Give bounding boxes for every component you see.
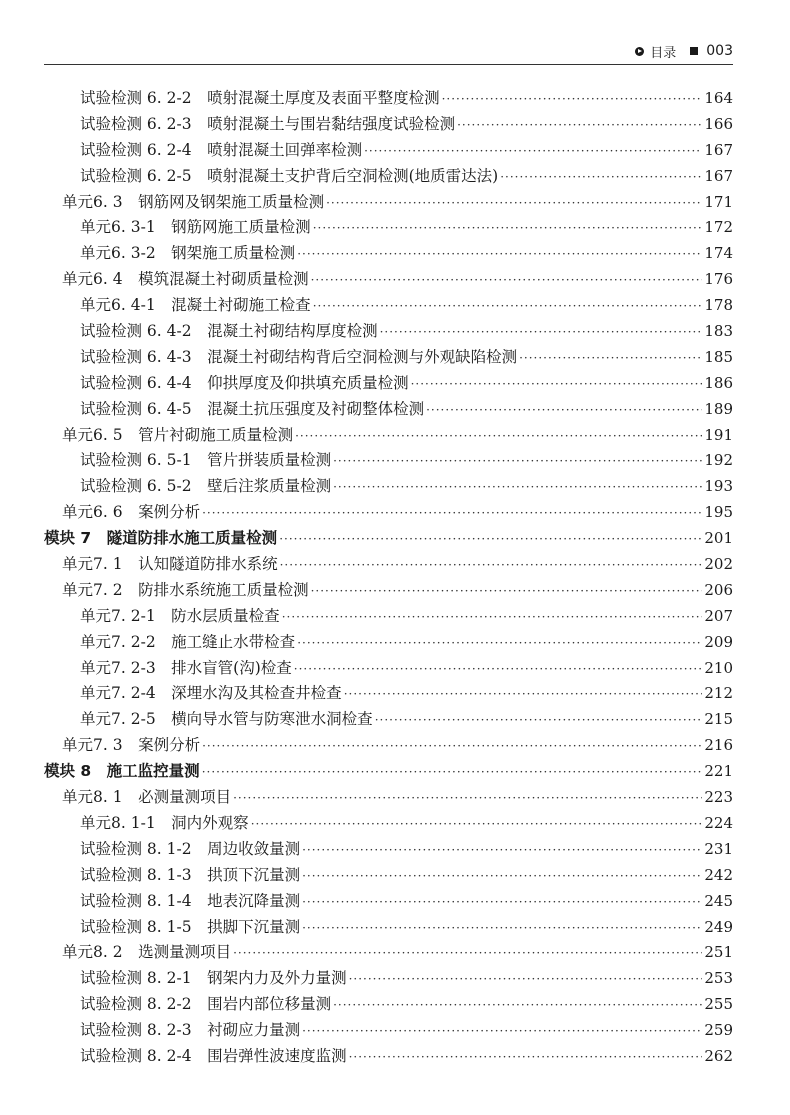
toc-unit-entry[interactable]	[44, 500, 733, 526]
toc-entry-page: 186	[704, 373, 733, 392]
toc-subunit-entry[interactable]	[44, 474, 733, 500]
toc-entry-page: 215	[704, 710, 733, 729]
toc-entry-page: 262	[704, 1046, 733, 1065]
toc-unit-entry[interactable]	[44, 552, 733, 578]
toc-entry-page: 231	[704, 839, 733, 858]
toc-entry-label: 试验检测 8. 1-4 地表沉降量测	[80, 891, 301, 910]
play-circle-icon	[635, 47, 644, 56]
toc-subunit-entry[interactable]	[44, 293, 733, 319]
toc-entry-label: 试验检测 6. 4-5 混凝土抗压强度及衬砌整体检测	[80, 399, 425, 418]
toc-entry-label: 单元7. 2-3 排水盲管(沟)检查	[80, 658, 292, 677]
toc-subunit-entry[interactable]	[44, 863, 733, 889]
toc-entry-page: 249	[704, 917, 733, 936]
dot-leader	[333, 475, 702, 501]
dot-leader	[380, 320, 703, 346]
toc-module-entry[interactable]	[44, 759, 733, 785]
dot-leader	[297, 631, 702, 657]
toc-entry-label: 单元8. 1-1 洞内外观察	[80, 813, 249, 832]
toc-entry-label: 试验检测 8. 2-1 钢架内力及外力量测	[80, 969, 347, 988]
toc-subunit-entry[interactable]	[44, 319, 733, 345]
toc-unit-entry[interactable]	[44, 578, 733, 604]
toc-entry-page: 245	[704, 891, 733, 910]
toc-subunit-entry[interactable]	[44, 811, 733, 837]
toc-entry-page: 178	[704, 296, 733, 315]
header-page-number: 003	[706, 43, 733, 59]
dot-leader	[442, 87, 703, 113]
toc-entry-page: 193	[704, 477, 733, 496]
toc-entry-label: 试验检测 6. 4-3 混凝土衬砌结构背后空洞检测与外观缺陷检测	[80, 347, 518, 366]
toc-entry-page: 209	[704, 632, 733, 651]
toc-entry-page: 167	[704, 140, 733, 159]
toc-entry-label: 试验检测 8. 1-5 拱脚下沉量测	[80, 917, 301, 936]
toc-entry-page: 212	[704, 684, 733, 703]
dot-leader	[302, 1019, 702, 1045]
dot-leader	[333, 993, 702, 1019]
toc-entry-page: 195	[704, 503, 733, 522]
toc-subunit-entry[interactable]	[44, 448, 733, 474]
toc-entry-page: 189	[704, 399, 733, 418]
toc-entry-label: 单元7. 2 防排水系统施工质量检测	[62, 580, 309, 599]
toc-entry-label: 试验检测 8. 1-2 周边收敛量测	[80, 839, 301, 858]
toc-entry-page: 255	[704, 995, 733, 1014]
toc-entry-page: 221	[704, 762, 733, 781]
toc-subunit-entry[interactable]	[44, 915, 733, 941]
dot-leader	[251, 812, 703, 838]
toc-subunit-entry[interactable]	[44, 1018, 733, 1044]
toc-entry-label: 单元8. 1 必测量测项目	[62, 788, 232, 807]
toc-entry-page: 242	[704, 865, 733, 884]
dot-leader	[302, 890, 702, 916]
toc-subunit-entry[interactable]	[44, 241, 733, 267]
toc-subunit-entry[interactable]	[44, 215, 733, 241]
toc-entry-label: 单元7. 2-4 深埋水沟及其检查井检查	[80, 684, 342, 703]
toc-entry-label: 单元7. 2-5 横向导水管与防寒泄水洞检查	[80, 710, 373, 729]
toc-unit-entry[interactable]	[44, 190, 733, 216]
dot-leader	[333, 449, 702, 475]
toc-entry-label: 单元7. 1 认知隧道防排水系统	[62, 555, 278, 574]
header-section-title: 目录	[650, 45, 677, 61]
toc-entry-label: 试验检测 8. 2-4 围岩弹性波速度监测	[80, 1046, 347, 1065]
dot-leader	[344, 682, 703, 708]
toc-subunit-entry[interactable]	[44, 656, 733, 682]
toc-entry-page: 172	[704, 218, 733, 237]
toc-entry-page: 201	[704, 529, 733, 548]
dot-leader	[500, 165, 702, 191]
toc-subunit-entry[interactable]	[44, 397, 733, 423]
dot-leader	[233, 941, 702, 967]
toc-subunit-entry[interactable]	[44, 345, 733, 371]
toc-subunit-entry[interactable]	[44, 992, 733, 1018]
dot-leader	[202, 760, 703, 786]
toc-entry-label: 单元7. 2-2 施工缝止水带检查	[80, 632, 296, 651]
dot-leader	[294, 657, 703, 683]
dot-leader	[349, 967, 703, 993]
toc-entry-page: 224	[704, 813, 733, 832]
toc-entry-label: 试验检测 8. 2-3 衬砌应力量测	[80, 1021, 301, 1040]
toc-unit-entry[interactable]	[44, 940, 733, 966]
toc-entry-page: 259	[704, 1021, 733, 1040]
toc-subunit-entry[interactable]	[44, 707, 733, 733]
toc-subunit-entry[interactable]	[44, 966, 733, 992]
toc-subunit-entry[interactable]	[44, 630, 733, 656]
toc-entry-label: 单元6. 5 管片衬砌施工质量检测	[62, 425, 294, 444]
dot-leader	[311, 268, 703, 294]
toc-entry-label: 试验检测 6. 5-1 管片拼装质量检测	[80, 451, 332, 470]
toc-unit-entry[interactable]	[44, 423, 733, 449]
toc-entry-page: 166	[704, 114, 733, 133]
dot-leader	[313, 294, 703, 320]
toc-entry-page: 210	[704, 658, 733, 677]
toc-entry-label: 试验检测 6. 2-3 喷射混凝土与围岩黏结强度试验检测	[80, 114, 456, 133]
toc-entry-label: 单元7. 2-1 防水层质量检查	[80, 606, 280, 625]
toc-subunit-entry[interactable]	[44, 138, 733, 164]
toc-subunit-entry[interactable]	[44, 681, 733, 707]
toc-unit-entry[interactable]	[44, 733, 733, 759]
toc-entry-label: 单元8. 2 选测量测项目	[62, 943, 232, 962]
toc-module-entry[interactable]	[44, 526, 733, 552]
toc-subunit-entry[interactable]	[44, 371, 733, 397]
page-header	[44, 38, 733, 65]
toc-entry-label: 单元6. 6 案例分析	[62, 503, 201, 522]
dot-leader	[202, 501, 702, 527]
toc-entry-page: 202	[704, 555, 733, 574]
toc-subunit-entry[interactable]	[44, 889, 733, 915]
dot-leader	[519, 346, 702, 372]
dot-leader	[282, 605, 703, 631]
toc-entry-label: 试验检测 8. 2-2 围岩内部位移量测	[80, 995, 332, 1014]
dot-leader	[411, 372, 703, 398]
toc-entry-label: 试验检测 6. 2-2 喷射混凝土厚度及表面平整度检测	[80, 89, 440, 107]
toc-entry-label: 模块 7 隧道防排水施工质量检测	[44, 529, 278, 548]
toc-entry-page: 167	[704, 166, 733, 185]
toc-entry-page: 223	[704, 788, 733, 807]
toc-entry-label: 单元6. 3-1 钢筋网施工质量检测	[80, 218, 311, 237]
dot-leader	[426, 398, 702, 424]
dot-leader	[313, 216, 703, 242]
table-of-contents	[44, 86, 733, 1070]
dot-leader	[349, 1045, 703, 1071]
dot-leader	[326, 191, 702, 217]
toc-entry-label: 单元6. 3-2 钢架施工质量检测	[80, 244, 296, 263]
dot-leader	[295, 424, 702, 450]
toc-entry-page: 171	[704, 192, 733, 211]
dot-leader	[279, 527, 702, 553]
toc-entry-page: 216	[704, 736, 733, 755]
toc-entry-label: 试验检测 6. 2-4 喷射混凝土回弹率检测	[80, 140, 363, 159]
toc-entry-label: 试验检测 6. 5-2 壁后注浆质量检测	[80, 477, 332, 496]
toc-unit-entry[interactable]	[44, 267, 733, 293]
toc-entry-label: 单元6. 4-1 混凝土衬砌施工检查	[80, 296, 311, 315]
toc-entry-label: 单元6. 3 钢筋网及钢架施工质量检测	[62, 192, 325, 211]
toc-subunit-entry[interactable]	[44, 604, 733, 630]
toc-entry-page: 176	[704, 270, 733, 289]
toc-entry-page: 251	[704, 943, 733, 962]
dot-leader	[457, 113, 702, 139]
dot-leader	[202, 734, 702, 760]
dot-leader	[364, 139, 702, 165]
toc-entry-label: 试验检测 6. 4-2 混凝土衬砌结构厚度检测	[80, 322, 378, 341]
toc-entry-label: 试验检测 6. 4-4 仰拱厚度及仰拱填充质量检测	[80, 373, 409, 392]
toc-entry-page: 183	[704, 322, 733, 341]
toc-subunit-entry[interactable]	[44, 86, 733, 112]
square-bullet-icon	[690, 47, 698, 55]
toc-subunit-entry[interactable]	[44, 1044, 733, 1070]
toc-entry-page: 174	[704, 244, 733, 263]
toc-entry-page: 206	[704, 580, 733, 599]
dot-leader	[233, 786, 702, 812]
dot-leader	[297, 242, 702, 268]
toc-unit-entry[interactable]	[44, 785, 733, 811]
toc-entry-label: 单元6. 4 模筑混凝土衬砌质量检测	[62, 270, 309, 289]
dot-leader	[311, 579, 703, 605]
toc-subunit-entry[interactable]	[44, 837, 733, 863]
toc-entry-label: 模块 8 施工监控量测	[44, 762, 200, 781]
toc-subunit-entry[interactable]	[44, 164, 733, 190]
dot-leader	[302, 864, 702, 890]
toc-entry-page: 164	[704, 89, 733, 107]
toc-entry-label: 试验检测 6. 2-5 喷射混凝土支护背后空洞检测(地质雷达法)	[80, 166, 499, 185]
toc-subunit-entry[interactable]	[44, 112, 733, 138]
toc-entry-page: 253	[704, 969, 733, 988]
toc-entry-page: 207	[704, 606, 733, 625]
toc-entry-label: 单元7. 3 案例分析	[62, 736, 201, 755]
toc-entry-page: 185	[704, 347, 733, 366]
toc-entry-label: 试验检测 8. 1-3 拱顶下沉量测	[80, 865, 301, 884]
dot-leader	[302, 916, 702, 942]
dot-leader	[375, 708, 703, 734]
dot-leader	[280, 553, 703, 579]
dot-leader	[302, 838, 702, 864]
toc-entry-page: 191	[704, 425, 733, 444]
toc-entry-page: 192	[704, 451, 733, 470]
